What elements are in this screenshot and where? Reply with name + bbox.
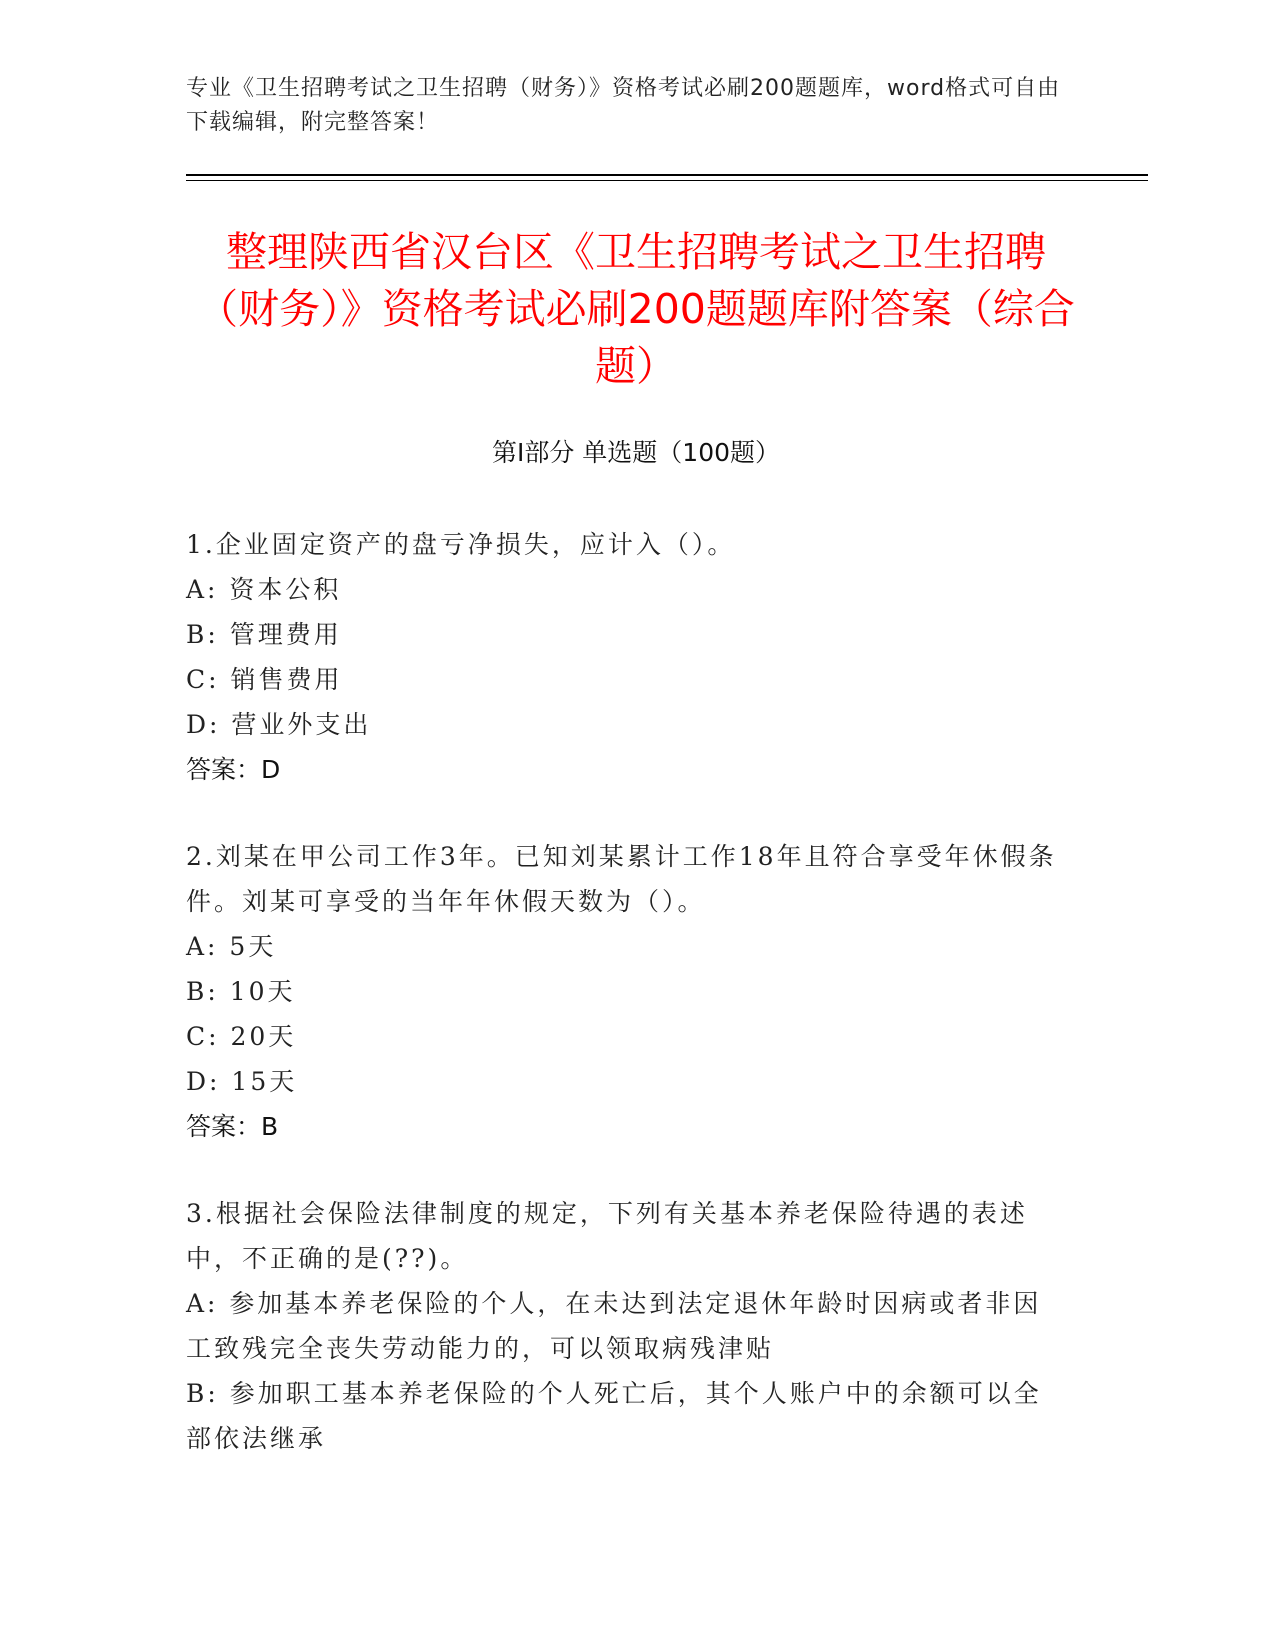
question-1 (186, 522, 1066, 792)
question-list (186, 522, 1066, 1503)
option-a: A: 参加基本养老保险的个人，在未达到法定退休年龄时因病或者非因工致残完全丧失劳动能力的，可以领取病残津贴 (186, 1289, 1042, 1363)
document-title: 整理陕西省汉台区《卫生招聘考试之卫生招聘（财务）》资格考试必刷200题题库附答案（综合题） (197, 228, 1075, 390)
header-divider-thick (186, 174, 1148, 176)
section-heading: 第I部分 单选题（100题） (491, 438, 781, 467)
option-b: B: 管理费用 (186, 620, 342, 649)
header-divider-thin (186, 180, 1148, 181)
option-c: C: 销售费用 (186, 665, 343, 694)
option-a: A: 资本公积 (186, 575, 342, 604)
option-a: A: 5天 (186, 932, 277, 961)
option-b: B: 10天 (186, 977, 296, 1006)
option-d: D: 营业外支出 (186, 710, 372, 739)
question-2 (186, 834, 1066, 1149)
question-stem: 2.刘某在甲公司工作3年。已知刘某累计工作18年且符合享受年休假条件。刘某可享受的当年年休假天数为（）。 (186, 842, 1057, 916)
question-stem: 3.根据社会保险法律制度的规定，下列有关基本养老保险待遇的表述中，不正确的是(??)。 (186, 1199, 1028, 1273)
answer: 答案：B (186, 1112, 279, 1141)
answer: 答案：D (186, 755, 281, 784)
header-note: 专业《卫生招聘考试之卫生招聘（财务）》资格考试必刷200题题库，word格式可自由下载编辑，附完整答案！ (186, 76, 1061, 135)
option-b: B: 参加职工基本养老保险的个人死亡后，其个人账户中的余额可以全部依法继承 (186, 1379, 1042, 1453)
option-c: C: 20天 (186, 1022, 297, 1051)
question-stem: 1.企业固定资产的盘亏净损失，应计入（）。 (186, 530, 736, 559)
question-3 (186, 1191, 1066, 1461)
option-d: D: 15天 (186, 1067, 298, 1096)
